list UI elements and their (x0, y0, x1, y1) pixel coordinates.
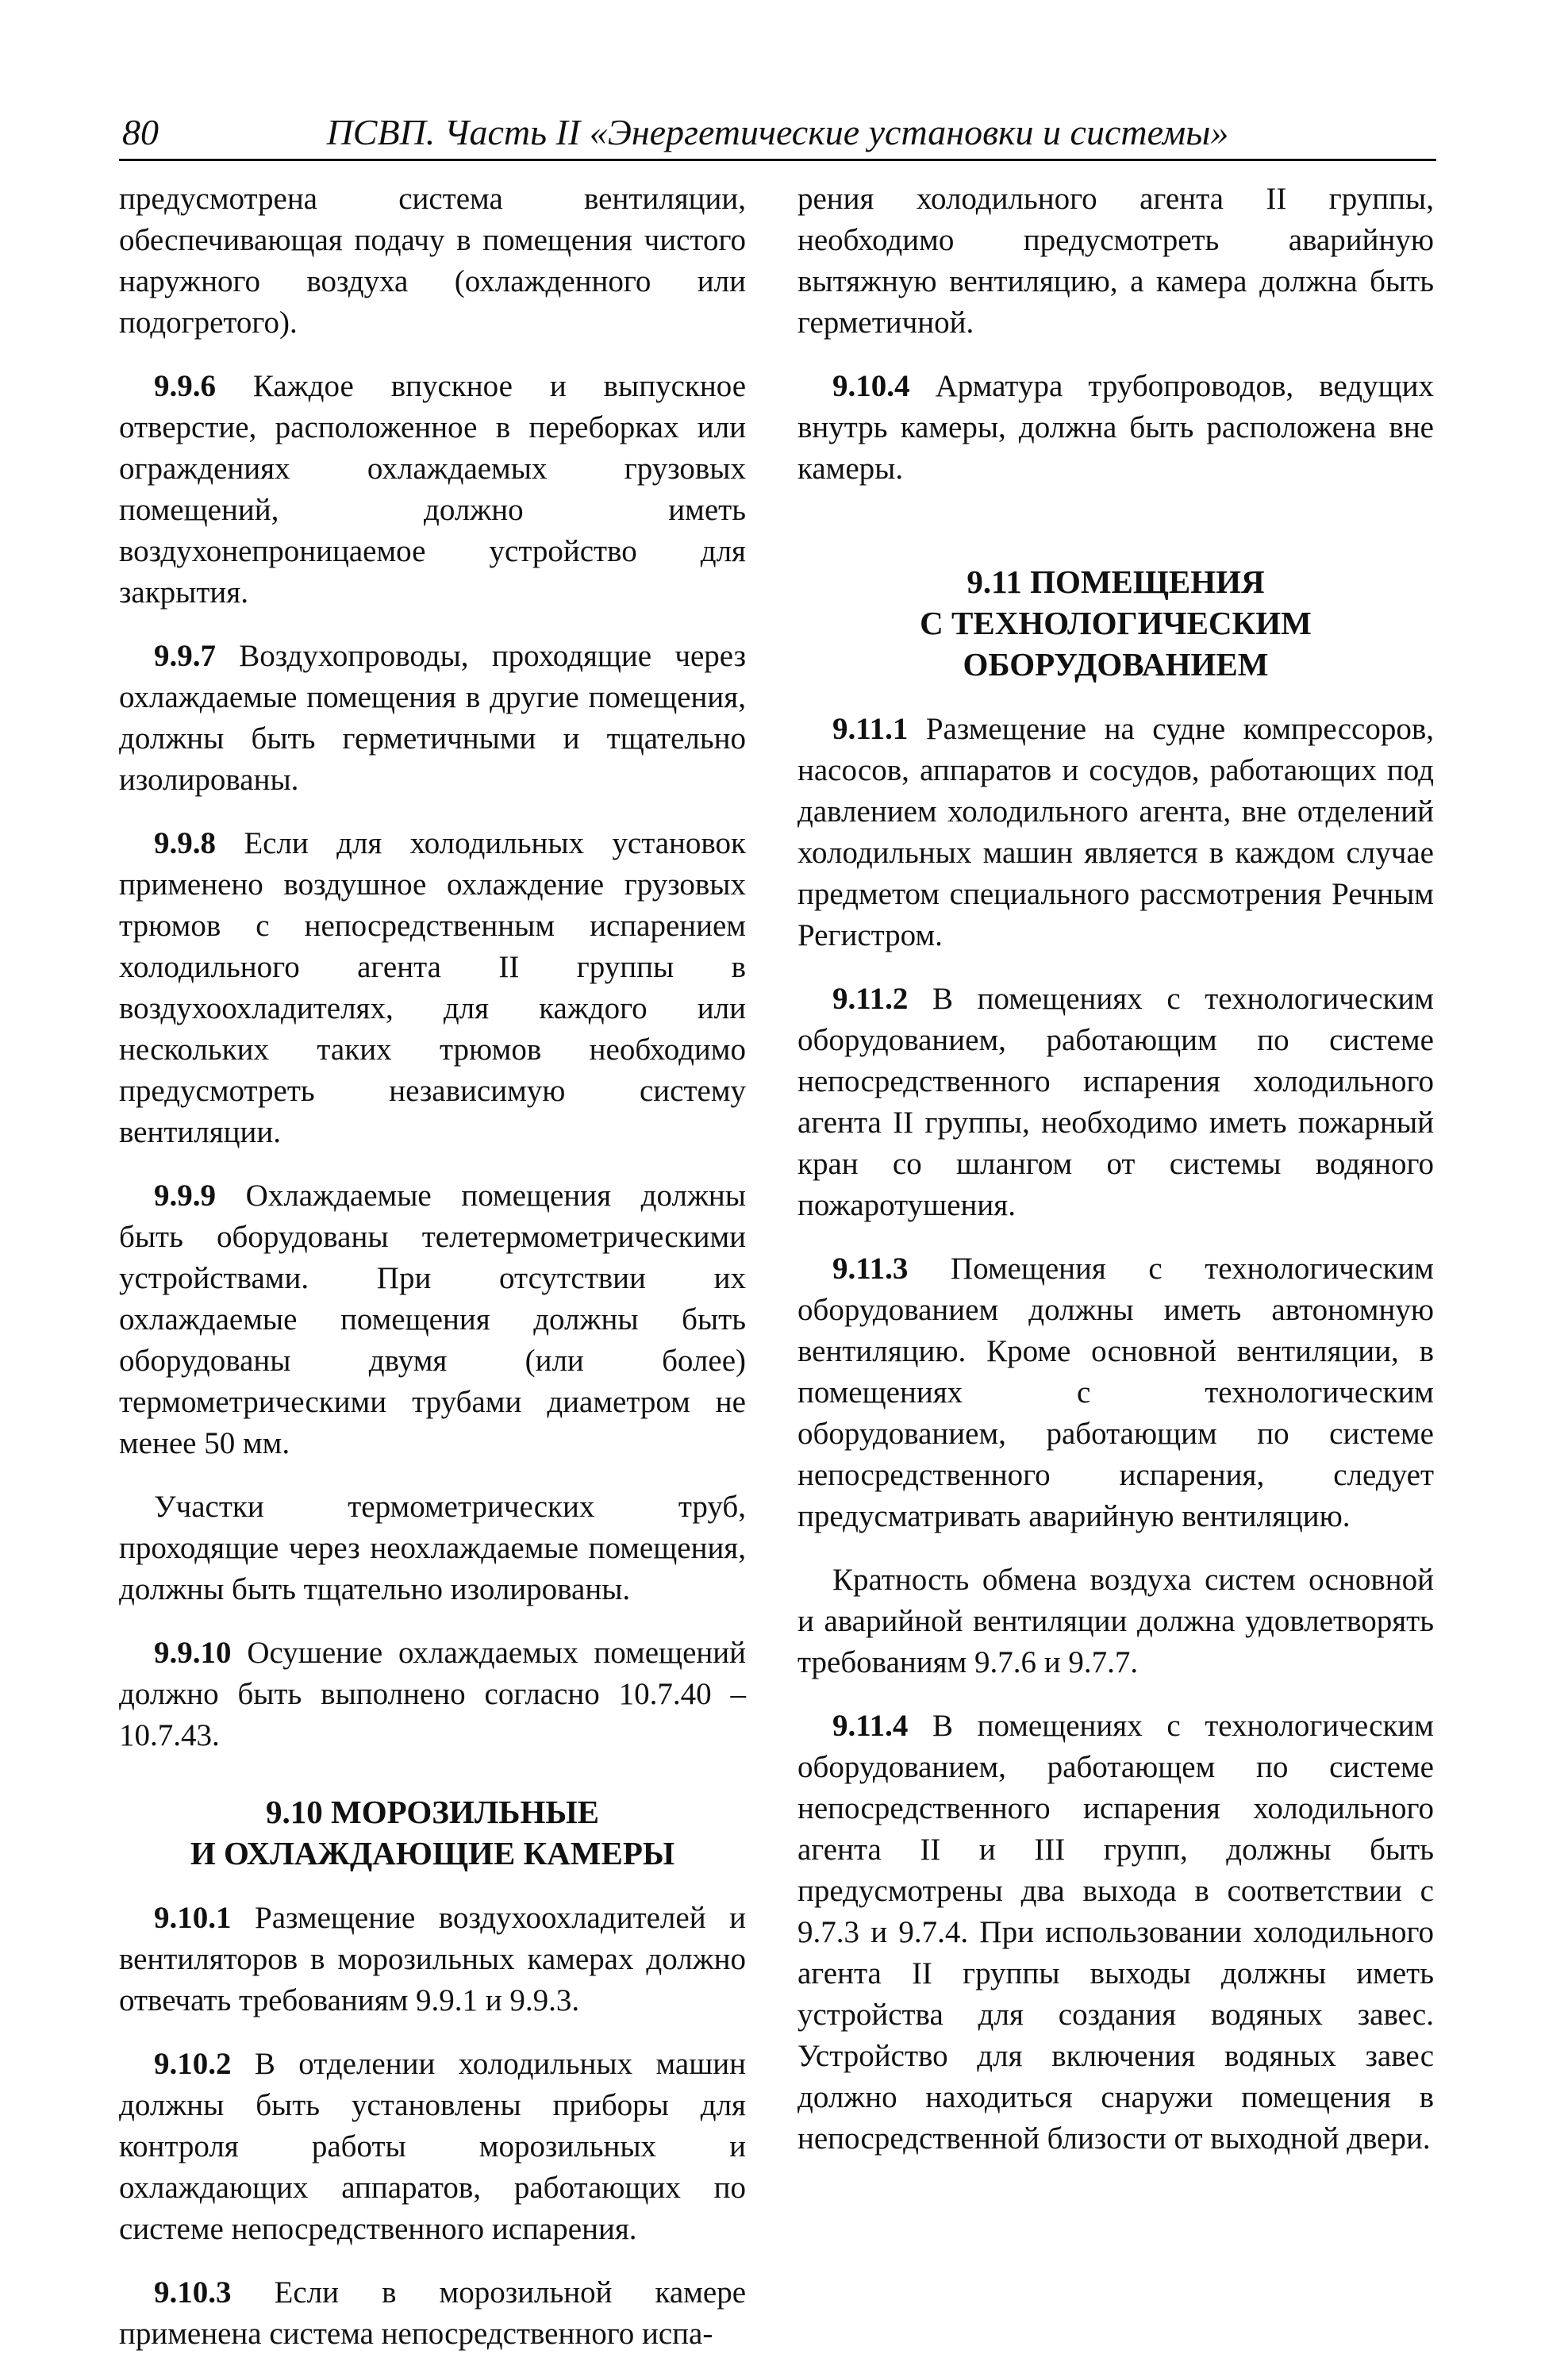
paragraph: Участки термометрических труб, проходящие через неохлаждаемые помещения, должны быть тщательно изолированы. (119, 1490, 746, 1606)
clause-number: 9.10.1 (154, 1901, 232, 1935)
left-column (119, 179, 746, 2377)
heading-line: ОБОРУДОВАНИЕМ (963, 646, 1269, 683)
clause-text: Охлаждаемые помещения должны быть оборудованы телетермометрическими устройствами. При отсутствии их охлаждаемые помещения должны быть оборудованы двумя (или более) термометрическими трубами диаметром не менее 50 мм. (119, 1179, 746, 1460)
paragraph: рения холодильного агента II группы, необходимо предусмотреть аварийную вытяжную вентиляцию, а камера должна быть герметичной. (797, 182, 1434, 340)
clause-text: Воздухопроводы, проходящие через охлаждаемые помещения в другие помещения, должны быть герметичными и тщательно изолированы. (119, 639, 746, 797)
clause-text: В помещениях с технологическим оборудованием, работающим по системе непосредственного испарения холодильного агента II группы, необходимо иметь пожарный кран со шлангом от системы водяного пожаротушения. (797, 982, 1434, 1222)
clause-number: 9.9.9 (154, 1179, 216, 1213)
clause-text: В отделении холодильных машин должны быть установлены приборы для контроля работы морозильных и охлаждающих аппаратов, работающих по системе непосредственного испарения. (119, 2047, 746, 2246)
paragraph-9-9-10 (119, 1633, 746, 1756)
clause-text: Каждое впускное и выпускное отверстие, расположенное в переборках или ограждениях охлаждаемых грузовых помещений, должно иметь воздухонепроницаемое устройство для закрытия. (119, 369, 746, 610)
clause-number: 9.11.4 (832, 1709, 909, 1743)
paragraph-9-10-2 (119, 2044, 746, 2250)
heading-line: С ТЕХНОЛОГИЧЕСКИМ (920, 605, 1312, 641)
clause-number: 9.10.3 (154, 2275, 232, 2310)
heading-line: И ОХЛАЖДАЮЩИЕ КАМЕРЫ (190, 1835, 675, 1871)
paragraph-9-9-7 (119, 636, 746, 801)
clause-text: Размещение воздухоохладителей и вентиляторов в морозильных камерах должно отвечать требованиям 9.9.1 и 9.9.3. (119, 1901, 746, 2017)
clause-number: 9.11.2 (832, 982, 909, 1016)
clause-text: Осушение охлаждаемых помещений должно быть выполнено согласно 10.7.40 – 10.7.43. (119, 1636, 746, 1752)
clause-text: Если для холодильных установок применено воздушное охлаждение грузовых трюмов с непосредственным испарением холодильного агента II группы в воздухоохладителях, для каждого или нескольких таких трюмов необходимо предусмотреть независимую систему вентиляции. (119, 826, 746, 1149)
section-heading-9-11 (797, 561, 1434, 685)
running-title: ПСВП. Часть II «Энергетические установки и системы» (326, 112, 1229, 152)
paragraph-9-11-2 (797, 979, 1434, 1226)
running-header (119, 111, 1436, 161)
paragraph-9-11-4 (797, 1706, 1434, 2160)
paragraph-9-10-3 (119, 2272, 746, 2355)
clause-text: Помещения с технологическим оборудованием должны иметь автономную вентиляцию. Кроме основной вентиляции, в помещениях с технологическим оборудованием, работающим по системе непосредственного испарения, следует предусматривать аварийную вентиляцию. (797, 1252, 1434, 1533)
clause-number: 9.10.4 (832, 369, 910, 403)
clause-number: 9.9.10 (154, 1636, 232, 1670)
clause-text: В помещениях с технологическим оборудованием, работающем по системе непосредственного испарения холодильного агента II и III групп, должны быть предусмотрены два выхода в соответствии с 9.7.3 и 9.7.4. При использовании холодильного агента II группы выходы должны иметь устройства для создания водяных завес. Устройство для включения водяных завес должно находиться снаружи помещения в непосредственной близости от выходной двери. (797, 1709, 1434, 2156)
paragraph-9-9-8 (119, 823, 746, 1153)
clause-number: 9.9.8 (154, 826, 216, 860)
right-column (797, 179, 1434, 2182)
clause-number: 9.9.7 (154, 639, 216, 673)
paragraph-9-9-9 (119, 1175, 746, 1464)
paragraph-9-11-1 (797, 709, 1434, 956)
heading-line: 9.10 МОРОЗИЛЬНЫЕ (266, 1794, 599, 1830)
paragraph-9-11-3 (797, 1248, 1434, 1537)
heading-line: 9.11 ПОМЕЩЕНИЯ (967, 563, 1265, 600)
paragraph-9-10-1 (119, 1898, 746, 2021)
clause-number: 9.10.2 (154, 2047, 232, 2081)
paragraph: Кратность обмена воздуха систем основной и аварийной вентиляции должна удовлетворять требованиям 9.7.6 и 9.7.7. (797, 1563, 1434, 1679)
clause-text: Арматура трубопроводов, ведущих внутрь камеры, должна быть расположена вне камеры. (797, 369, 1434, 486)
clause-text: Если в морозильной камере применена система непосредственного испа- (119, 2275, 746, 2351)
clause-number: 9.11.3 (832, 1252, 909, 1286)
paragraph-9-10-4 (797, 366, 1434, 490)
paragraph: предусмотрена система вентиляции, обеспечивающая подачу в помещения чистого наружного воздуха (охлажденного или подогретого). (119, 182, 746, 340)
clause-number: 9.9.6 (154, 369, 216, 403)
paragraph-9-9-6 (119, 366, 746, 613)
page-number: 80 (122, 112, 159, 152)
section-heading-9-10 (119, 1791, 746, 1874)
clause-number: 9.11.1 (832, 712, 909, 746)
clause-text: Размещение на судне компрессоров, насосов, аппаратов и сосудов, работающих под давлением холодильного агента, вне отделений холодильных машин является в каждом случае предметом специального рассмотрения Речным Регистром. (797, 712, 1434, 952)
